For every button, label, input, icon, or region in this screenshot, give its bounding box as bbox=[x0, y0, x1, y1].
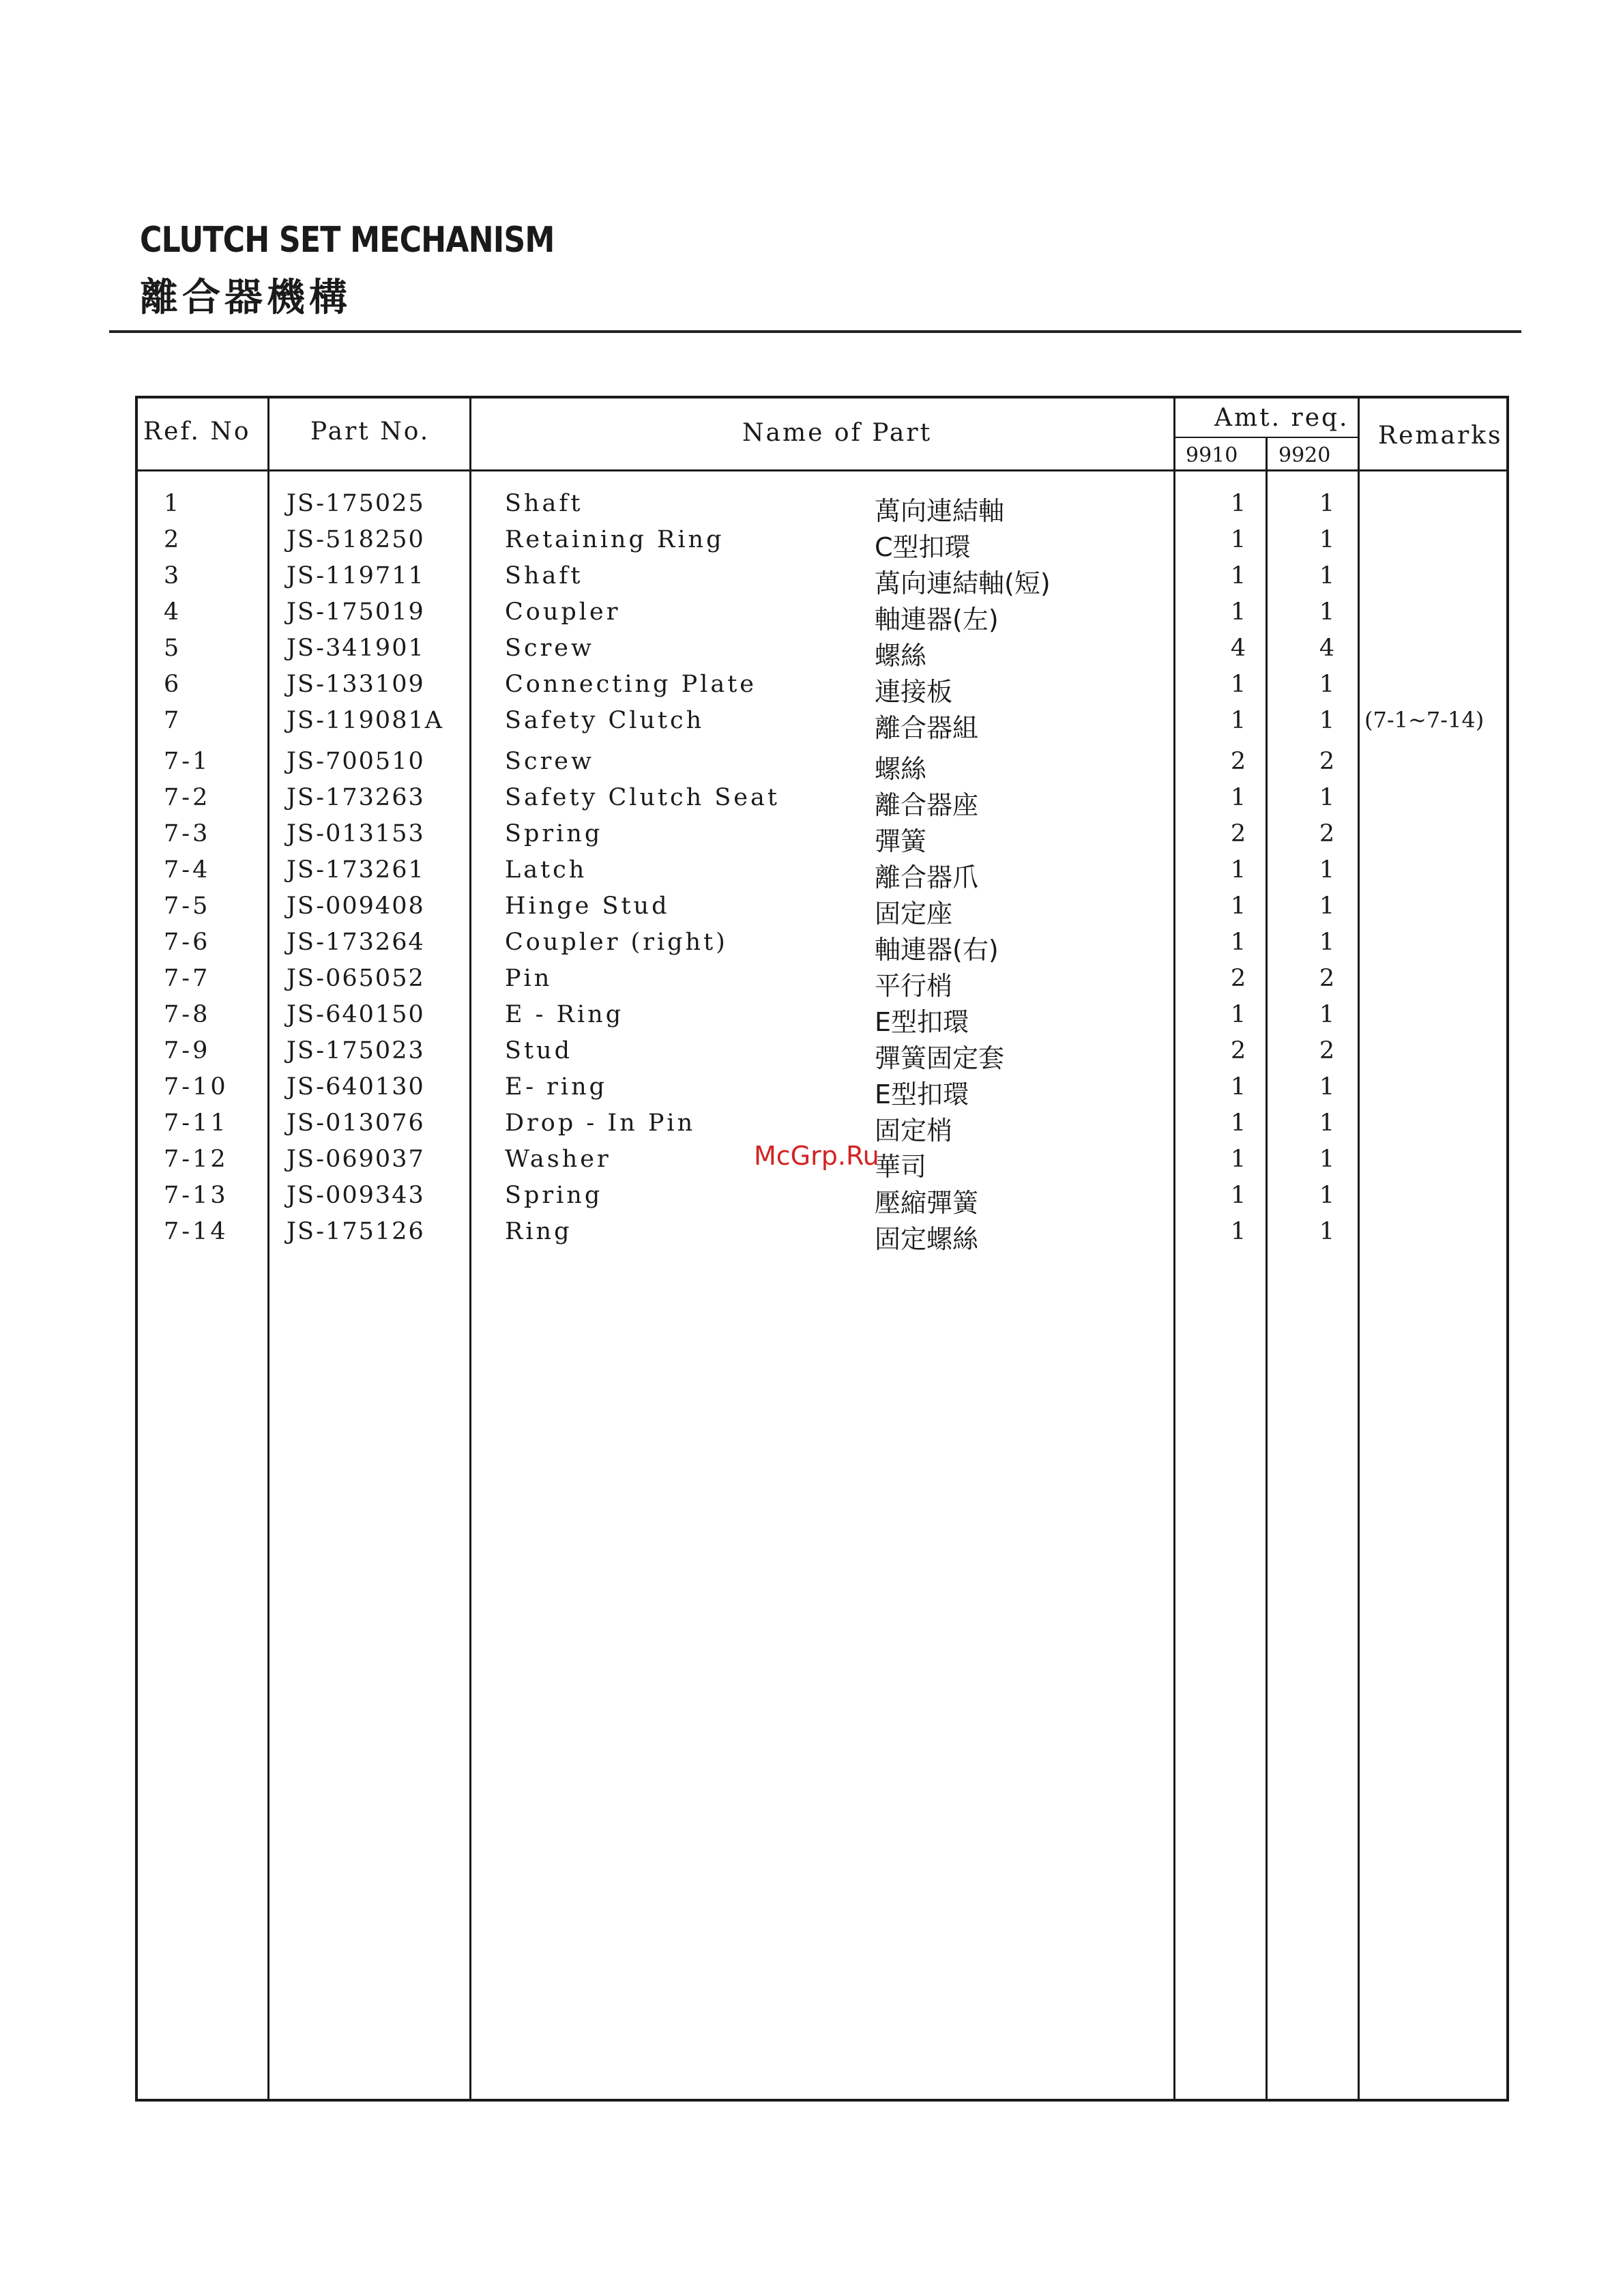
table-row bbox=[0, 1001, 1623, 1037]
qty-9920: 1 bbox=[1319, 1001, 1335, 1028]
amt-subheader-rule bbox=[1173, 437, 1358, 438]
qty-9910: 1 bbox=[1230, 1146, 1246, 1173]
part-no: JS-175126 bbox=[287, 1218, 425, 1245]
header-part-no: Part No. bbox=[310, 418, 430, 446]
part-name-chinese: 固定梢 bbox=[875, 1116, 953, 1146]
part-name-chinese: 離合器爪 bbox=[875, 862, 979, 892]
page-title-chinese: 離合器機構 bbox=[140, 276, 351, 320]
part-no: JS-700510 bbox=[287, 748, 425, 775]
table-row bbox=[0, 1037, 1623, 1073]
part-no: JS-341901 bbox=[287, 635, 425, 662]
part-name-chinese: 萬向連結軸 bbox=[875, 496, 1005, 526]
qty-9910: 4 bbox=[1230, 635, 1246, 662]
part-no: JS-173263 bbox=[287, 784, 425, 811]
part-name: Pin bbox=[505, 965, 553, 992]
ref-no: 7-5 bbox=[164, 892, 211, 920]
part-name-chinese: E型扣環 bbox=[875, 1007, 969, 1037]
part-name-chinese: 華司 bbox=[875, 1152, 927, 1182]
qty-9920: 1 bbox=[1319, 929, 1335, 956]
ref-no: 7-6 bbox=[164, 929, 211, 956]
table-row bbox=[0, 1218, 1623, 1254]
qty-9910: 1 bbox=[1230, 784, 1246, 811]
part-no: JS-173264 bbox=[287, 929, 425, 956]
part-name: E - Ring bbox=[505, 1001, 624, 1028]
part-name-chinese: 軸連器(左) bbox=[875, 605, 999, 635]
part-name-chinese: E型扣環 bbox=[875, 1079, 969, 1109]
part-name: Coupler bbox=[505, 598, 621, 626]
qty-9910: 2 bbox=[1230, 1037, 1246, 1064]
qty-9920: 1 bbox=[1319, 1182, 1335, 1209]
header-rule bbox=[136, 469, 1508, 471]
header-ref-no: Ref. No bbox=[143, 418, 251, 446]
table-row bbox=[0, 635, 1623, 671]
part-no: JS-009408 bbox=[287, 892, 425, 920]
part-no: JS-175019 bbox=[287, 598, 425, 626]
qty-9910: 1 bbox=[1230, 526, 1246, 553]
part-name: Coupler (right) bbox=[505, 929, 728, 956]
qty-9920: 1 bbox=[1319, 526, 1335, 553]
part-no: JS-133109 bbox=[287, 671, 425, 698]
part-name-chinese: 壓縮彈簧 bbox=[875, 1188, 979, 1218]
qty-9920: 1 bbox=[1319, 892, 1335, 920]
part-name: Safety Clutch bbox=[505, 707, 705, 734]
qty-9920: 2 bbox=[1319, 820, 1335, 847]
table-row bbox=[0, 562, 1623, 598]
qty-9920: 2 bbox=[1319, 1037, 1335, 1064]
ref-no: 2 bbox=[164, 526, 182, 553]
qty-9920: 2 bbox=[1319, 748, 1335, 775]
header-amt-9920: 9920 bbox=[1278, 444, 1331, 467]
qty-9920: 1 bbox=[1319, 562, 1335, 590]
qty-9910: 1 bbox=[1230, 490, 1246, 517]
table-row bbox=[0, 748, 1623, 784]
part-no: JS-069037 bbox=[287, 1146, 425, 1173]
qty-9910: 1 bbox=[1230, 856, 1246, 884]
ref-no: 3 bbox=[164, 562, 182, 590]
remarks: (7-1~7-14) bbox=[1364, 707, 1485, 733]
part-name-chinese: 彈簧固定套 bbox=[875, 1043, 1005, 1073]
qty-9910: 1 bbox=[1230, 892, 1246, 920]
part-name-chinese: 螺絲 bbox=[875, 641, 927, 671]
part-name-chinese: C型扣環 bbox=[875, 532, 971, 562]
ref-no: 7-13 bbox=[164, 1182, 229, 1209]
part-name-chinese: 固定螺絲 bbox=[875, 1224, 979, 1254]
table-row bbox=[0, 671, 1623, 707]
qty-9910: 1 bbox=[1230, 929, 1246, 956]
part-name: Spring bbox=[505, 820, 603, 847]
qty-9910: 2 bbox=[1230, 748, 1246, 775]
part-no: JS-119081A bbox=[287, 707, 443, 734]
ref-no: 7-12 bbox=[164, 1146, 229, 1173]
qty-9920: 1 bbox=[1319, 707, 1335, 734]
ref-no: 7-9 bbox=[164, 1037, 211, 1064]
qty-9910: 1 bbox=[1230, 1073, 1246, 1101]
table-row bbox=[0, 526, 1623, 562]
part-name: Retaining Ring bbox=[505, 526, 725, 553]
part-no: JS-173261 bbox=[287, 856, 425, 884]
part-name: Ring bbox=[505, 1218, 572, 1245]
table-row bbox=[0, 892, 1623, 929]
part-no: JS-640130 bbox=[287, 1073, 425, 1101]
qty-9910: 1 bbox=[1230, 1182, 1246, 1209]
part-name: Latch bbox=[505, 856, 587, 884]
qty-9920: 1 bbox=[1319, 598, 1335, 626]
qty-9920: 1 bbox=[1319, 856, 1335, 884]
part-name: Stud bbox=[505, 1037, 572, 1064]
qty-9920: 1 bbox=[1319, 490, 1335, 517]
part-name: E- ring bbox=[505, 1073, 608, 1101]
part-name-chinese: 平行梢 bbox=[875, 971, 953, 1001]
ref-no: 7-2 bbox=[164, 784, 211, 811]
part-no: JS-175025 bbox=[287, 490, 425, 517]
qty-9910: 2 bbox=[1230, 965, 1246, 992]
header-remarks: Remarks bbox=[1378, 422, 1503, 450]
title-divider bbox=[109, 330, 1521, 333]
part-no: JS-175023 bbox=[287, 1037, 425, 1064]
table-row bbox=[0, 598, 1623, 635]
ref-no: 7 bbox=[164, 707, 182, 734]
part-no: JS-013076 bbox=[287, 1109, 425, 1137]
watermark: McGrp.Ru bbox=[754, 1141, 879, 1171]
table-row bbox=[0, 1073, 1623, 1109]
table-row bbox=[0, 784, 1623, 820]
qty-9920: 4 bbox=[1319, 635, 1335, 662]
qty-9920: 1 bbox=[1319, 1146, 1335, 1173]
header-amt-9910: 9910 bbox=[1186, 444, 1238, 467]
part-no: JS-009343 bbox=[287, 1182, 425, 1209]
qty-9920: 1 bbox=[1319, 1218, 1335, 1245]
ref-no: 7-8 bbox=[164, 1001, 211, 1028]
part-name-chinese: 彈簧 bbox=[875, 826, 927, 856]
part-name: Hinge Stud bbox=[505, 892, 670, 920]
part-no: JS-640150 bbox=[287, 1001, 425, 1028]
ref-no: 7-11 bbox=[164, 1109, 229, 1137]
header-amt-req: Amt. req. bbox=[1214, 404, 1349, 432]
part-no: JS-119711 bbox=[287, 562, 425, 590]
table-row bbox=[0, 1182, 1623, 1218]
part-no: JS-518250 bbox=[287, 526, 425, 553]
table-row bbox=[0, 965, 1623, 1001]
ref-no: 7-3 bbox=[164, 820, 211, 847]
part-name-chinese: 固定座 bbox=[875, 899, 953, 929]
table-row bbox=[0, 820, 1623, 856]
part-name-chinese: 萬向連結軸(短) bbox=[875, 568, 1051, 598]
part-name: Washer bbox=[505, 1146, 611, 1173]
part-name-chinese: 軸連器(右) bbox=[875, 935, 999, 965]
qty-9910: 1 bbox=[1230, 707, 1246, 734]
ref-no: 4 bbox=[164, 598, 182, 626]
part-no: JS-013153 bbox=[287, 820, 425, 847]
qty-9910: 1 bbox=[1230, 1218, 1246, 1245]
ref-no: 7-10 bbox=[164, 1073, 229, 1101]
ref-no: 7-7 bbox=[164, 965, 211, 992]
qty-9920: 1 bbox=[1319, 784, 1335, 811]
qty-9920: 1 bbox=[1319, 671, 1335, 698]
part-name: Shaft bbox=[505, 490, 583, 517]
part-name: Screw bbox=[505, 748, 594, 775]
qty-9910: 1 bbox=[1230, 671, 1246, 698]
ref-no: 1 bbox=[164, 490, 182, 517]
part-name-chinese: 螺絲 bbox=[875, 754, 927, 784]
part-name-chinese: 離合器組 bbox=[875, 713, 979, 743]
part-name: Connecting Plate bbox=[505, 671, 757, 698]
table-row bbox=[0, 707, 1623, 743]
part-no: JS-065052 bbox=[287, 965, 425, 992]
part-name: Spring bbox=[505, 1182, 603, 1209]
part-name: Drop - In Pin bbox=[505, 1109, 696, 1137]
qty-9910: 2 bbox=[1230, 820, 1246, 847]
ref-no: 7-1 bbox=[164, 748, 211, 775]
ref-no: 6 bbox=[164, 671, 182, 698]
qty-9910: 1 bbox=[1230, 1109, 1246, 1137]
ref-no: 7-14 bbox=[164, 1218, 229, 1245]
part-name: Screw bbox=[505, 635, 594, 662]
qty-9910: 1 bbox=[1230, 562, 1246, 590]
part-name: Safety Clutch Seat bbox=[505, 784, 780, 811]
ref-no: 7-4 bbox=[164, 856, 211, 884]
part-name-chinese: 連接板 bbox=[875, 677, 953, 707]
qty-9920: 1 bbox=[1319, 1109, 1335, 1137]
ref-no: 5 bbox=[164, 635, 182, 662]
qty-9920: 2 bbox=[1319, 965, 1335, 992]
table-row bbox=[0, 490, 1623, 526]
table-row bbox=[0, 856, 1623, 892]
qty-9920: 1 bbox=[1319, 1073, 1335, 1101]
table-row bbox=[0, 929, 1623, 965]
part-name: Shaft bbox=[505, 562, 583, 590]
header-name-of-part: Name of Part bbox=[742, 419, 933, 447]
page-title: CLUTCH SET MECHANISM bbox=[140, 220, 555, 261]
part-name-chinese: 離合器座 bbox=[875, 790, 979, 820]
qty-9910: 1 bbox=[1230, 1001, 1246, 1028]
qty-9910: 1 bbox=[1230, 598, 1246, 626]
